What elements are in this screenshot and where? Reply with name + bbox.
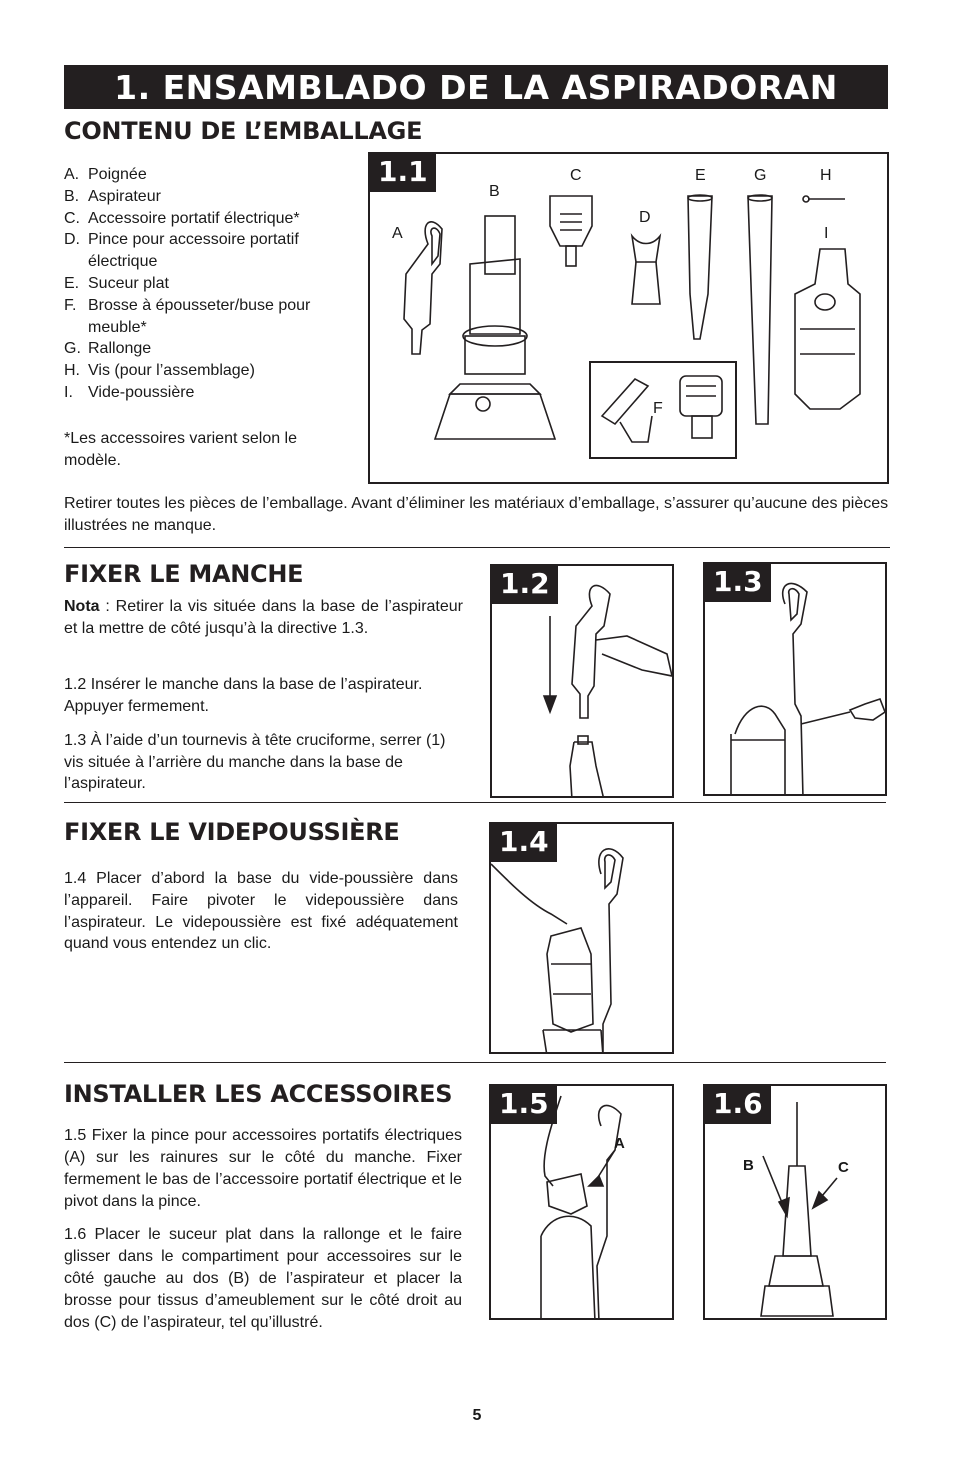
figure-tag: 1.5: [491, 1086, 557, 1124]
part-label-d: D: [639, 209, 651, 226]
part-label-i: I: [824, 225, 829, 242]
contents-item-text: Vis (pour l’assemblage): [88, 362, 255, 380]
contents-item: [64, 273, 364, 295]
contents-item-letter: D.: [64, 231, 80, 249]
step-1-3: 1.3 À l’aide d’un tournevis à tête cruciforme, serrer (1) vis située à l’arrière du manche dans la base de l’aspirateur.: [64, 732, 446, 792]
dustbin-heading: FIXER LE VIDEPOUSSIÈRE: [64, 818, 400, 846]
storage-label-b: B: [743, 1157, 754, 1174]
contents-item-letter: C.: [64, 209, 80, 227]
figure-tag: 1.1: [370, 154, 436, 192]
note-text: : Retirer la vis située dans la base de l’aspirateur et la mettre de côté jusqu’à la directive 1.3.: [64, 598, 463, 637]
accessories-heading: INSTALLER LES ACCESSOIRES: [64, 1080, 453, 1108]
figure-1-2: [490, 564, 674, 798]
contents-item-letter: B.: [64, 187, 80, 205]
banner-title: 1. ENSAMBLADO DE LA ASPIRADORAN: [114, 68, 838, 107]
part-label-f: F: [653, 400, 663, 417]
contents-item-letter: G.: [64, 340, 81, 358]
step-1-6: 1.6 Placer le suceur plat dans la rallonge et le faire glisser dans le compartiment pour accessoires sur le côté gauche au dos (B) de l’aspirateur et placer la brosse pour tissus d’ameublement sur le côté droit au dos (C) de l’aspirateur, tel qu’illustré.: [64, 1226, 462, 1331]
contents-item: [64, 208, 364, 230]
contents-item-letter: F.: [64, 296, 77, 314]
divider: [64, 802, 886, 803]
contents-item: [64, 164, 364, 186]
page-banner: [64, 65, 888, 109]
contents-item: [64, 382, 364, 404]
contents-item: [64, 295, 364, 339]
contents-item-text: Pince pour accessoire portatif électrique: [88, 231, 299, 271]
parts-illustration: [370, 154, 889, 484]
handle-heading: FIXER LE MANCHE: [64, 560, 304, 588]
step-1-2: 1.2 Insérer le manche dans la base de l’aspirateur. Appuyer fermement.: [64, 676, 423, 715]
storage-label-c: C: [838, 1159, 849, 1176]
part-label-e: E: [695, 167, 706, 184]
figure-tag: 1.6: [705, 1086, 771, 1124]
contents-note: *Les accessoires varient selon le modèle.: [64, 430, 298, 469]
note-label: Nota: [64, 598, 100, 615]
contents-item-text: Poignée: [88, 166, 147, 183]
clip-label-a: A: [614, 1135, 625, 1152]
contents-item-text: Rallonge: [88, 340, 152, 358]
contents-item-text: Accessoire portatif électrique*: [88, 209, 300, 227]
contents-item-text: Brosse à épousseter/buse pour meuble*: [88, 296, 311, 336]
page-number: 5: [472, 1407, 482, 1424]
contents-heading: CONTENU DE L’EMBALLAGE: [64, 117, 423, 145]
figure-1-6: [703, 1084, 887, 1320]
remove-instructions: Retirer toutes les pièces de l’emballage. Avant d’éliminer les matériaux d’emballage, s’assurer qu’aucune des pièces illustrées ne manque.: [64, 495, 889, 534]
contents-item-letter: H.: [64, 362, 80, 380]
part-label-c: C: [570, 167, 582, 184]
contents-item-letter: E.: [64, 274, 80, 292]
divider: [64, 1062, 886, 1063]
figure-tag: 1.3: [705, 564, 771, 602]
figure-1-4: [489, 822, 674, 1054]
figure-1-3: [703, 562, 887, 796]
contents-list: [64, 164, 364, 404]
contents-item-letter: I.: [64, 383, 73, 401]
contents-item: [64, 229, 364, 273]
contents-item-letter: A.: [64, 166, 80, 183]
figure-tag: 1.2: [492, 566, 558, 604]
handle-note: [64, 596, 463, 639]
contents-item: [64, 338, 364, 360]
divider: [64, 547, 890, 548]
part-label-a: A: [392, 225, 403, 242]
figure-1-1: [368, 152, 889, 484]
contents-item-text: Vide-poussière: [88, 383, 195, 401]
contents-item: [64, 360, 364, 382]
step-1-5: 1.5 Fixer la pince pour accessoires portatifs électriques (A) sur les rainures sur le côté du manche. Fixer fermement le bas de l’accessoire portatif électrique et le pivot dans la pince.: [64, 1127, 462, 1210]
figure-1-5: [489, 1084, 674, 1320]
contents-item: [64, 186, 364, 208]
contents-item-text: Aspirateur: [88, 187, 161, 205]
part-label-g: G: [754, 167, 767, 184]
figure-tag: 1.4: [491, 824, 557, 862]
part-label-h: H: [820, 167, 832, 184]
part-label-b: B: [489, 183, 500, 200]
step-1-4: 1.4 Placer d’abord la base du vide-poussière dans l’appareil. Faire pivoter le videpoussière dans l’aspirateur. Le videpoussière est fixé adéquatement quand vous entendez un clic.: [64, 870, 458, 953]
contents-item-text: Suceur plat: [88, 274, 169, 292]
